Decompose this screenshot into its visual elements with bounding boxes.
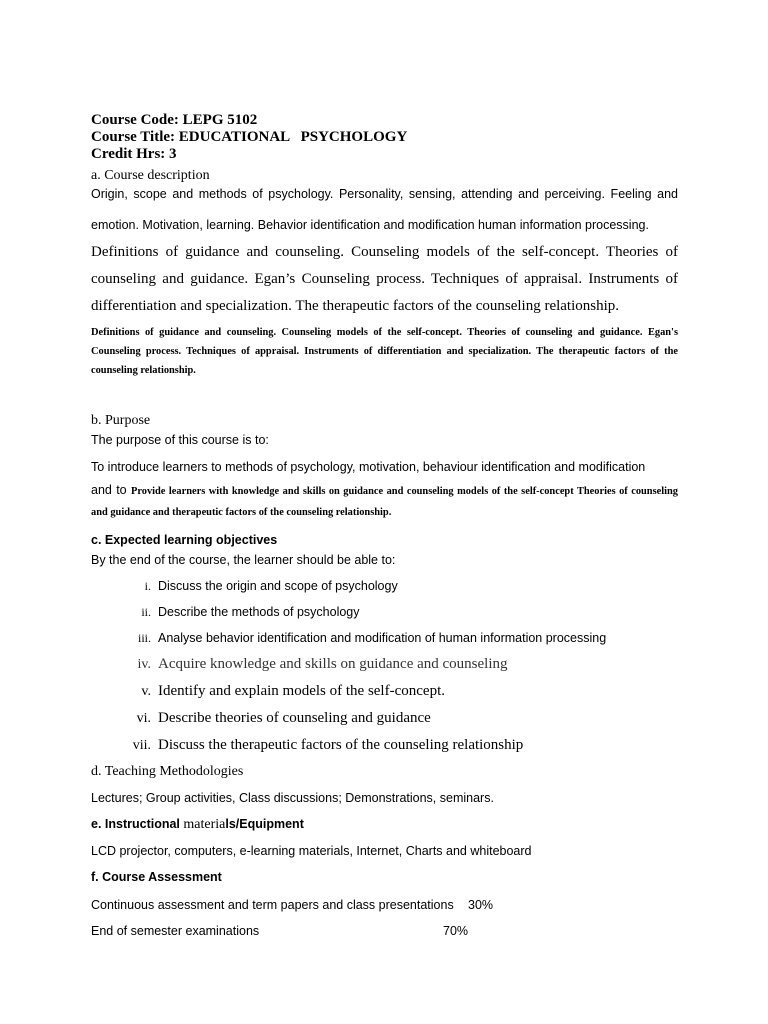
objective-text: Discuss the therapeutic factors of the counseling relationship xyxy=(158,737,524,753)
assessment-item: End of semester examinations xyxy=(91,924,260,938)
purpose-line-2 xyxy=(91,480,678,522)
objective-text: Acquire knowledge and skills on guidance and counseling xyxy=(158,656,508,672)
objective-number: i. xyxy=(144,579,151,593)
objective-text: Describe theories of counseling and guidance xyxy=(158,710,431,726)
objectives-list xyxy=(91,573,678,759)
assessment-row xyxy=(91,918,678,944)
assessment-section xyxy=(91,866,678,944)
objective-item xyxy=(91,625,678,651)
objective-number: iv. xyxy=(137,657,151,672)
objectives-intro: By the end of the course, the learner should be able to: xyxy=(91,553,396,567)
objectives-heading: c. Expected learning objectives xyxy=(91,533,278,547)
description-paragraph-bold: Definitions of guidance and counseling. Counseling models of the self-concept. Theories of counseling and guidance. Egan's Counseling process. Techniques of appraisal. Instruments of differentiation and specialization. The therapeutic factors of the counseling relationship. xyxy=(91,327,678,376)
objective-item xyxy=(91,678,678,705)
credit-hours: Credit Hrs: 3 xyxy=(91,146,177,162)
assessment-weight: 30% xyxy=(468,898,494,912)
objective-item xyxy=(91,705,678,732)
materials-heading-part: materia xyxy=(183,817,226,832)
objective-number: iii. xyxy=(137,631,151,645)
assessment-heading: f. Course Assessment xyxy=(91,870,222,884)
objective-number: vi. xyxy=(136,711,151,726)
objective-text: Identify and explain models of the self-concept. xyxy=(158,683,445,699)
course-code: Course Code: LEPG 5102 xyxy=(91,112,258,128)
materials-section xyxy=(91,813,678,866)
assessment-weight: 70% xyxy=(443,924,469,938)
objective-item xyxy=(91,651,678,678)
course-description-section xyxy=(91,167,678,380)
objective-text: Analyse behavior identification and modification of human information processing xyxy=(158,631,607,645)
course-header xyxy=(91,112,678,163)
purpose-section xyxy=(91,412,678,522)
purpose-line-1: To introduce learners to methods of psychology, motivation, behaviour identification and modification xyxy=(91,460,646,474)
purpose-heading: b. Purpose xyxy=(91,413,151,428)
teaching-heading: d. Teaching Methodologies xyxy=(91,764,244,779)
teaching-section xyxy=(91,761,678,813)
course-title: Course Title: EDUCATIONAL PSYCHOLOGY xyxy=(91,129,408,145)
objective-number: v. xyxy=(141,684,151,699)
purpose-intro: The purpose of this course is to: xyxy=(91,433,269,447)
materials-text: LCD projector, computers, e-learning materials, Internet, Charts and whiteboard xyxy=(91,844,532,858)
description-paragraph-sans: Origin, scope and methods of psychology. Personality, sensing, attending and perceiving. Feeling and emotion. Motivation, learning. Behavior identification and modification human information processing. xyxy=(91,187,678,232)
objective-number: ii. xyxy=(141,605,151,619)
objective-item xyxy=(91,732,678,759)
objective-text: Discuss the origin and scope of psychology xyxy=(158,579,398,593)
teaching-text: Lectures; Group activities, Class discussions; Demonstrations, seminars. xyxy=(91,791,494,805)
materials-heading-part: ls/Equipment xyxy=(225,817,304,831)
objective-item xyxy=(91,573,678,599)
objective-item xyxy=(91,599,678,625)
assessment-row xyxy=(91,892,678,918)
course-outline-page xyxy=(91,112,678,944)
objectives-section xyxy=(91,530,678,759)
description-paragraph-serif: Definitions of guidance and counseling. Counseling models of the self-concept. Theories of counseling and guidance. Egan’s Counseling process. Techniques of appraisal. Instruments of differentiation and specialization. The therapeutic factors of the counseling relationship. xyxy=(91,244,678,314)
objective-text: Describe the methods of psychology xyxy=(158,605,360,619)
materials-heading xyxy=(91,813,678,836)
course-description-heading: a. Course description xyxy=(91,168,210,183)
purpose-line-2-lead: and to xyxy=(91,483,131,497)
objective-number: vii. xyxy=(132,738,151,753)
assessment-item: Continuous assessment and term papers and class presentations xyxy=(91,898,454,912)
purpose-line-2-bold: Provide learners with knowledge and skills on guidance and counseling models of the self-concept Theories of counseling and guidance and therapeutic factors of the counseling relationship. xyxy=(91,486,678,518)
materials-heading-part: e. Instructional xyxy=(91,817,184,831)
